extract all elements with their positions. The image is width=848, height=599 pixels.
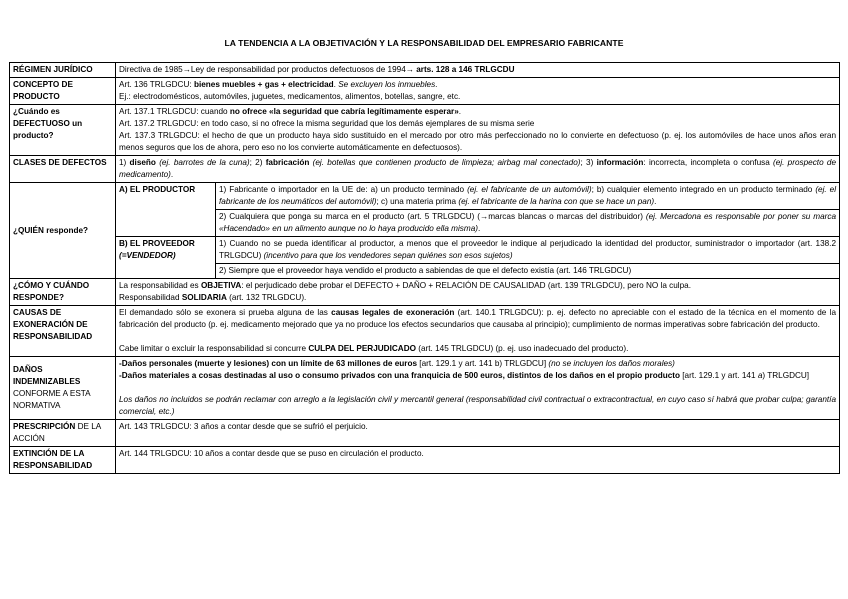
como-objetiva: OBJETIVA bbox=[200, 281, 242, 290]
row-quien-proveedor-1 bbox=[10, 237, 840, 264]
productor-c2-text: 2) Cualquiera que ponga su marca en el producto (art. 5 TRLGDCU) (→marcas blancas o marcas del distribuidor) bbox=[219, 212, 646, 221]
danos-materiales-letra: a bbox=[757, 371, 763, 380]
sublabel-productor: A) EL PRODUCTOR bbox=[116, 183, 216, 237]
row-content-extincion: Art. 144 TRLGDCU: 10 años a contar desde que se puso en circulación el producto. bbox=[116, 447, 840, 474]
clases-ej-3: (ej. prospecto de medicamento) bbox=[119, 158, 837, 179]
row-prescripcion bbox=[10, 420, 840, 447]
clases-n1: 1) bbox=[119, 158, 130, 167]
defectuoso-line-2: Art. 137.2 TRLGDCU: en todo caso, si no ofrece la misma seguridad que los demás ejemplares de su misma serie bbox=[119, 119, 535, 128]
productor-c1-text: 1) Fabricante o importador en la UE de: a) un producto terminado bbox=[219, 185, 468, 194]
danos-no-incluidos: Los daños no incluidos se podrán reclamar con arreglo a la legislación civil y mercantil general (responsabilidad civil contractual o extracontractual, en cuyo caso sí habrá que probar culpa; garantía comercial, etc.) bbox=[119, 395, 837, 416]
page-title: LA TENDENCIA A LA OBJETIVACIÓN Y LA RESPONSABILIDAD DEL EMPRESARIO FABRICANTE bbox=[224, 38, 624, 48]
row-label-clases: CLASES DE DEFECTOS bbox=[10, 156, 116, 183]
defectuoso-line-1 bbox=[119, 106, 836, 118]
productor-c1-ej-b: (ej. el fabricante de los neumáticos del automóvil) bbox=[219, 185, 837, 206]
row-label-quien: ¿QUIÉN responde? bbox=[10, 183, 116, 279]
regimen-text: Directiva de 1985→Ley de responsabilidad por productos defectuosos de 1994→ bbox=[119, 65, 417, 74]
productor-c1-text-c: ; c) una materia prima bbox=[376, 197, 459, 206]
defectuoso-art-1: Art. 137.1 TRLGDCU: cuando bbox=[119, 107, 230, 116]
row-danos bbox=[10, 357, 840, 420]
row-label-defectuoso: ¿Cuándo es DEFECTUOSO un producto? bbox=[10, 105, 116, 156]
row-content-concepto bbox=[116, 78, 840, 105]
row-content-como bbox=[116, 279, 840, 306]
row-label-regimen: RÉGIMEN JURÍDICO bbox=[10, 63, 116, 78]
productor-c2-ej: (ej. Mercadona es responsable por poner su marca «Hacendado» en un alimento aunque no lo haya producido ella misma) bbox=[219, 212, 837, 233]
proveedor-c1-incentivo: (incentivo para que los vendedores sepan quiénes son esos sujetos) bbox=[263, 251, 513, 260]
sublabel-proveedor bbox=[116, 237, 216, 279]
danos-label-sub: CONFORME A ESTA NORMATIVA bbox=[13, 389, 91, 410]
clases-fabricacion: fabricación bbox=[265, 158, 310, 167]
danos-personales: -Daños personales (muerte y lesiones) con un límite de 63 millones de euros bbox=[119, 359, 418, 368]
danos-para-1 bbox=[119, 358, 836, 370]
danos-materiales-ley: ) TRLGDCU] bbox=[762, 371, 810, 380]
prescripcion-label: PRESCRIPCIÓN bbox=[13, 422, 76, 431]
causas-para-2 bbox=[119, 343, 836, 355]
row-content-prescripcion: Art. 143 TRLGDCU: 3 años a contar desde que se sufrió el perjuicio. bbox=[116, 420, 840, 447]
clases-n3: ; 3) bbox=[580, 158, 597, 167]
causas-limitar: Cabe limitar o excluir la responsabilidad si concurre bbox=[119, 344, 309, 353]
concepto-line-1 bbox=[119, 79, 836, 91]
causas-legales: causas legales de exoneración bbox=[331, 308, 455, 317]
clases-n2: ; 2) bbox=[249, 158, 266, 167]
proveedor-c1-text: 1) Cuando no se pueda identificar al productor, a menos que el proveedor le indique al perjudicado la identidad del productor, suministrador o importador (art. 138.2 TRLGDCU) bbox=[219, 239, 837, 260]
como-line-1 bbox=[119, 280, 836, 292]
productor-c1-dot: . bbox=[654, 197, 657, 206]
productor-case-2 bbox=[216, 210, 840, 237]
row-content-defectuoso bbox=[116, 105, 840, 156]
row-content-clases bbox=[116, 156, 840, 183]
productor-c1-ej-c: (ej. el fabricante de la harina con que se hace un pan) bbox=[458, 197, 655, 206]
row-defectuoso bbox=[10, 105, 840, 156]
defectuoso-dot: . bbox=[458, 107, 462, 116]
danos-label: DAÑOS INDEMNIZABLES bbox=[13, 365, 81, 386]
summary-table bbox=[9, 62, 840, 474]
danos-spacer bbox=[119, 382, 836, 394]
como-intro: La responsabilidad es bbox=[119, 281, 201, 290]
clases-informacion: información bbox=[596, 158, 644, 167]
como-resp: Responsabilidad bbox=[119, 293, 182, 302]
regimen-articles: arts. 128 a 146 TRLGCDU bbox=[416, 65, 515, 74]
danos-para-2 bbox=[119, 370, 836, 382]
row-quien-productor-1 bbox=[10, 183, 840, 210]
causas-art: (art. 145 TRLGDCU) (p. ej. uso inadecuado del producto). bbox=[415, 344, 629, 353]
concepto-dot: . bbox=[435, 80, 438, 89]
concepto-line-2: Ej.: electrodomésticos, automóviles, juguetes, medicamentos, alimentos, botellas, sangre, etc. bbox=[119, 92, 461, 101]
row-content-danos bbox=[116, 357, 840, 420]
row-clases bbox=[10, 156, 840, 183]
concepto-sep: . bbox=[333, 80, 339, 89]
row-label-extincion: EXTINCIÓN DE LA RESPONSABILIDAD bbox=[10, 447, 116, 474]
danos-personales-art: [art. 129.1 y art. 141 b) TRLGDCU] bbox=[417, 359, 549, 368]
concepto-excluyen: Se excluyen los inmuebles bbox=[338, 80, 436, 89]
row-label-causas: CAUSAS DE EXONERACIÓN DE RESPONSABILIDAD bbox=[10, 306, 116, 357]
defectuoso-seguridad: no ofrece «la seguridad que cabría legítimamente esperar» bbox=[229, 107, 459, 116]
row-concepto bbox=[10, 78, 840, 105]
row-label-concepto: CONCEPTO DE PRODUCTO bbox=[10, 78, 116, 105]
proveedor-case-1 bbox=[216, 237, 840, 264]
clases-ej-1: (ej. barrotes de la cuna) bbox=[159, 158, 250, 167]
concepto-bienes: bienes muebles + gas + electricidad bbox=[193, 80, 334, 89]
productor-c1-text-b: ; b) cualquier elemento integrado en un producto terminado bbox=[591, 185, 816, 194]
causas-intro: El demandado sólo se exonera si prueba alguna de las bbox=[119, 308, 332, 317]
como-prueba: : el perjudicado debe probar el DEFECTO + DAÑO + RELACIÓN DE CAUSALIDAD (art. 139 TRLGDCU), pero NO la culpa. bbox=[241, 281, 692, 290]
row-extincion bbox=[10, 447, 840, 474]
danos-morales: (no se incluyen los daños morales) bbox=[548, 359, 675, 368]
concepto-art: Art. 136 TRLGDCU: bbox=[119, 80, 194, 89]
causas-para-1 bbox=[119, 307, 836, 331]
productor-case-1 bbox=[216, 183, 840, 210]
row-regimen bbox=[10, 63, 840, 78]
como-solidaria: SOLIDARIA bbox=[181, 293, 227, 302]
clases-dot: . bbox=[170, 170, 174, 179]
row-content-causas bbox=[116, 306, 840, 357]
row-content-regimen bbox=[116, 63, 840, 78]
proveedor-label-vendedor: (=VENDEDOR) bbox=[119, 251, 176, 260]
como-label-text: ¿CÓMO Y CUÁNDO RESPONDE? bbox=[13, 281, 90, 302]
productor-c2-dot: . bbox=[478, 224, 481, 233]
productor-c1-ej-a: (ej. el fabricante de un automóvil) bbox=[467, 185, 592, 194]
row-label-prescripcion bbox=[10, 420, 116, 447]
row-causas bbox=[10, 306, 840, 357]
row-como bbox=[10, 279, 840, 306]
causas-detail: (art. 140.1 TRLGDCU): p. ej. defecto no apreciable con el estado de la técnica en el momento de la fabricación del producto (p. ej. medicamento mejorado que ya no produce los efectos secundarios que causaba al principio); cumplimiento de normas imperativas sobre fabricación del producto. bbox=[119, 308, 837, 329]
row-label-como bbox=[10, 279, 116, 306]
prescripcion-label-sub: DE LA ACCIÓN bbox=[13, 422, 101, 443]
danos-materiales-art: [art. 129.1 y art. 141 bbox=[679, 371, 758, 380]
row-label-danos bbox=[10, 357, 116, 420]
clases-diseno: diseño bbox=[129, 158, 156, 167]
como-art: (art. 132 TRLGDCU). bbox=[226, 293, 307, 302]
como-line-2 bbox=[119, 292, 836, 304]
proveedor-label: B) EL PROVEEDOR bbox=[119, 239, 195, 248]
causas-spacer bbox=[119, 331, 836, 343]
clases-info-desc: : incorrecta, incompleta o confusa bbox=[643, 158, 774, 167]
defectuoso-line-3: Art. 137.3 TRLGDCU: el hecho de que un producto haya sido sustituido en el mercado por otro más perfeccionado no lo convierte en defectuoso (p. ej. los automóviles de hace unos años eran menos seguros que los de ahora, pero eso no los convierte automáticamente en defectuosos). bbox=[119, 131, 837, 152]
causas-culpa: CULPA DEL PERJUDICADO bbox=[308, 344, 416, 353]
clases-ej-2: (ej. botellas que contienen producto de limpieza; airbag mal conectado) bbox=[312, 158, 581, 167]
danos-materiales: -Daños materiales a cosas destinadas al uso o consumo privados con una franquicia de 500 euros, distintos de los daños en el propio producto bbox=[119, 371, 680, 380]
proveedor-case-2: 2) Siempre que el proveedor haya vendido el producto a sabiendas de que el defecto existía (art. 146 TRLGDCU) bbox=[216, 264, 840, 279]
